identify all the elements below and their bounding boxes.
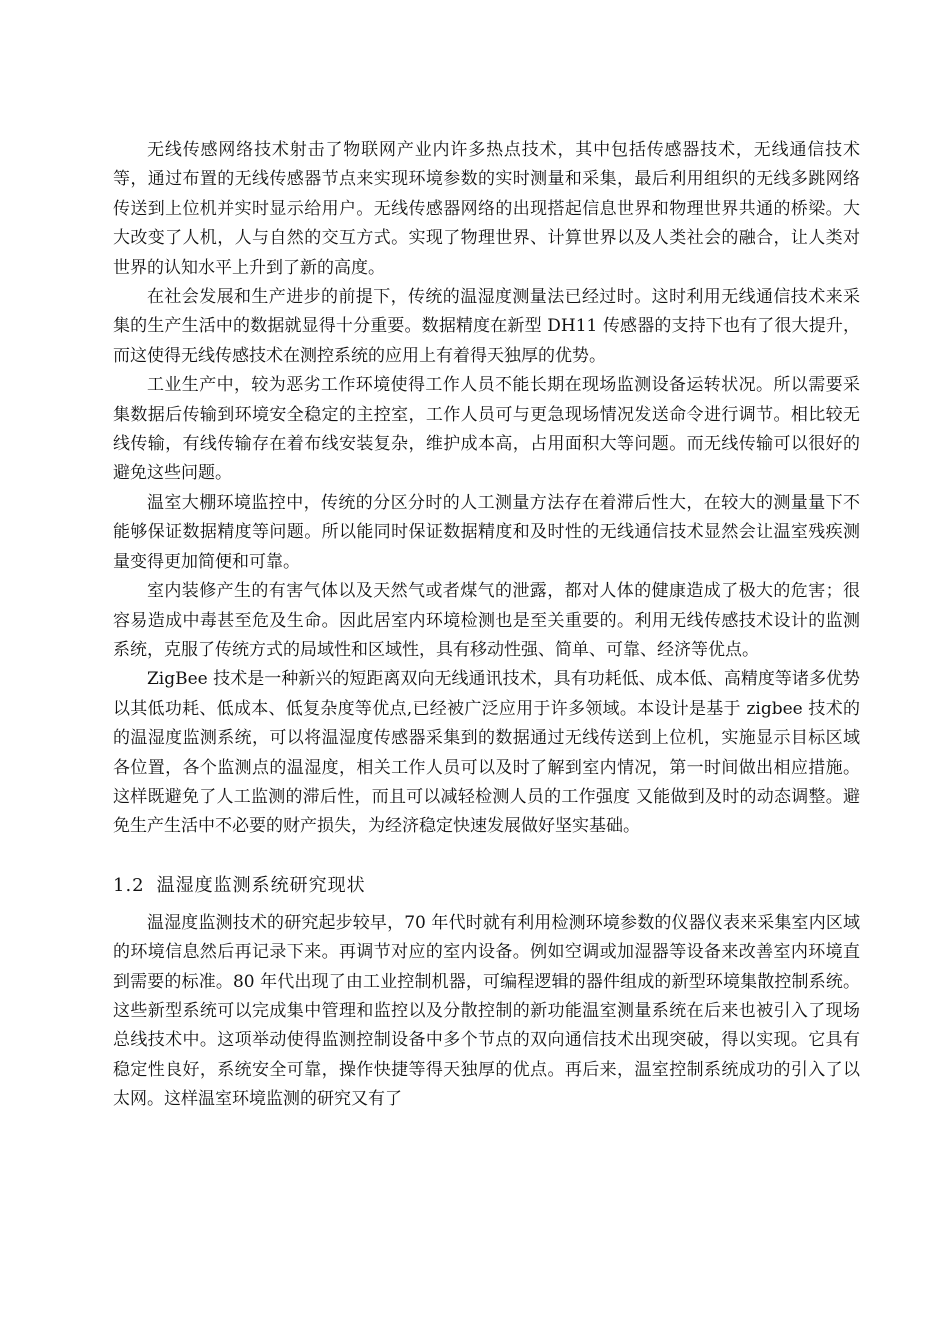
paragraph-zigbee-design: ZigBee 技术是一种新兴的短距离双向无线通讯技术，具有功耗低、成本低、高精度等诸多优势以其低功耗、低成本、低复杂度等优点,已经被广泛应用于许多领域。本设计是基于 zigbee 技术的的温湿度监测系统，可以将温湿度传感器采集到的数据通过无线传送到上位机，实施显示目标区域各位置，各个监测点的温湿度，相关工作人员可以及时了解到室内情况，第一时间做出相应措施。这样既避免了人工监测的滞后性，而且可以减轻检测人员的工作强度 又能做到及时的动态调整。避免生产生活中不必要的财产损失，为经济稳定快速发展做好坚实基础。 xyxy=(113,669,860,837)
paragraph-industrial-application: 工业生产中，较为恶劣工作环境使得工作人员不能长期在现场监测设备运转状况。所以需要采集数据后传输到环境安全稳定的主控室，工作人员可与更急现场情况发送命令进行调节。相比较无线传输，有线传输存在着布线安装复杂，维护成本高，占用面积大等问题。而无线传输可以很好的避免这些问题。 xyxy=(113,375,860,484)
section-heading xyxy=(113,871,860,901)
document-body xyxy=(113,136,860,1115)
paragraph-research-status: 温湿度监测技术的研究起步较早，70 年代时就有利用检测环境参数的仪器仪表来采集室内区域的环境信息然后再记录下来。再调节对应的室内设备。例如空调或加湿器等设备来改善室内环境直到需要的标准。80 年代出现了由工业控制机器，可编程逻辑的器件组成的新型环境集散控制系统。这些新型系统可以完成集中管理和监控以及分散控制的新功能温室测量系统在后来也被引入了现场总线技术中。这项举动使得监测控制设备中多个节点的双向通信技术出现突破，得以实现。它具有稳定性良好，系统安全可靠，操作快捷等得天独厚的优点。再后来，温室控制系统成功的引入了以太网。这样温室环境监测的研究又有了 xyxy=(113,912,860,1110)
paragraph-greenhouse-application: 温室大棚环境监控中，传统的分区分时的人工测量方法存在着滞后性大，在较大的测量量下不能够保证数据精度等问题。所以能同时保证数据精度和及时性的无线通信技术显然会让温室残疾测量变得更加简便和可靠。 xyxy=(113,492,860,572)
paragraph-wsn-overview: 无线传感网络技术射击了物联网产业内许多热点技术，其中包括传感器技术，无线通信技术等，通过布置的无线传感器节点来实现环境参数的实时测量和采集，最后利用组织的无线多跳网络传送到上位机并实时显示给用户。无线传感器网络的出现搭起信息世界和物理世界共通的桥梁。大大改变了人机，人与自然的交互方式。实现了物理世界、计算世界以及人类社会的融合，让人类对世界的认知水平上升到了新的高度。 xyxy=(113,140,860,278)
section-title: 温湿度监测系统研究现状 xyxy=(156,874,366,896)
paragraph-measurement-context: 在社会发展和生产进步的前提下，传统的温湿度测量法已经过时。这时利用无线通信技术来采集的生产生活中的数据就显得十分重要。数据精度在新型 DH11 传感器的支持下也有了很大提升，而这使得无线传感技术在测控系统的应用上有着得天独厚的优势。 xyxy=(113,287,860,366)
section-number: 1.2 xyxy=(113,874,145,896)
paragraph-indoor-application: 室内装修产生的有害气体以及天然气或者煤气的泄露，都对人体的健康造成了极大的危害；很容易造成中毒甚至危及生命。因此居室内环境检测也是至关重要的。利用无线传感技术设计的监测系统，克服了传统方式的局域性和区域性，具有移动性强、简单、可靠、经济等优点。 xyxy=(113,581,860,660)
